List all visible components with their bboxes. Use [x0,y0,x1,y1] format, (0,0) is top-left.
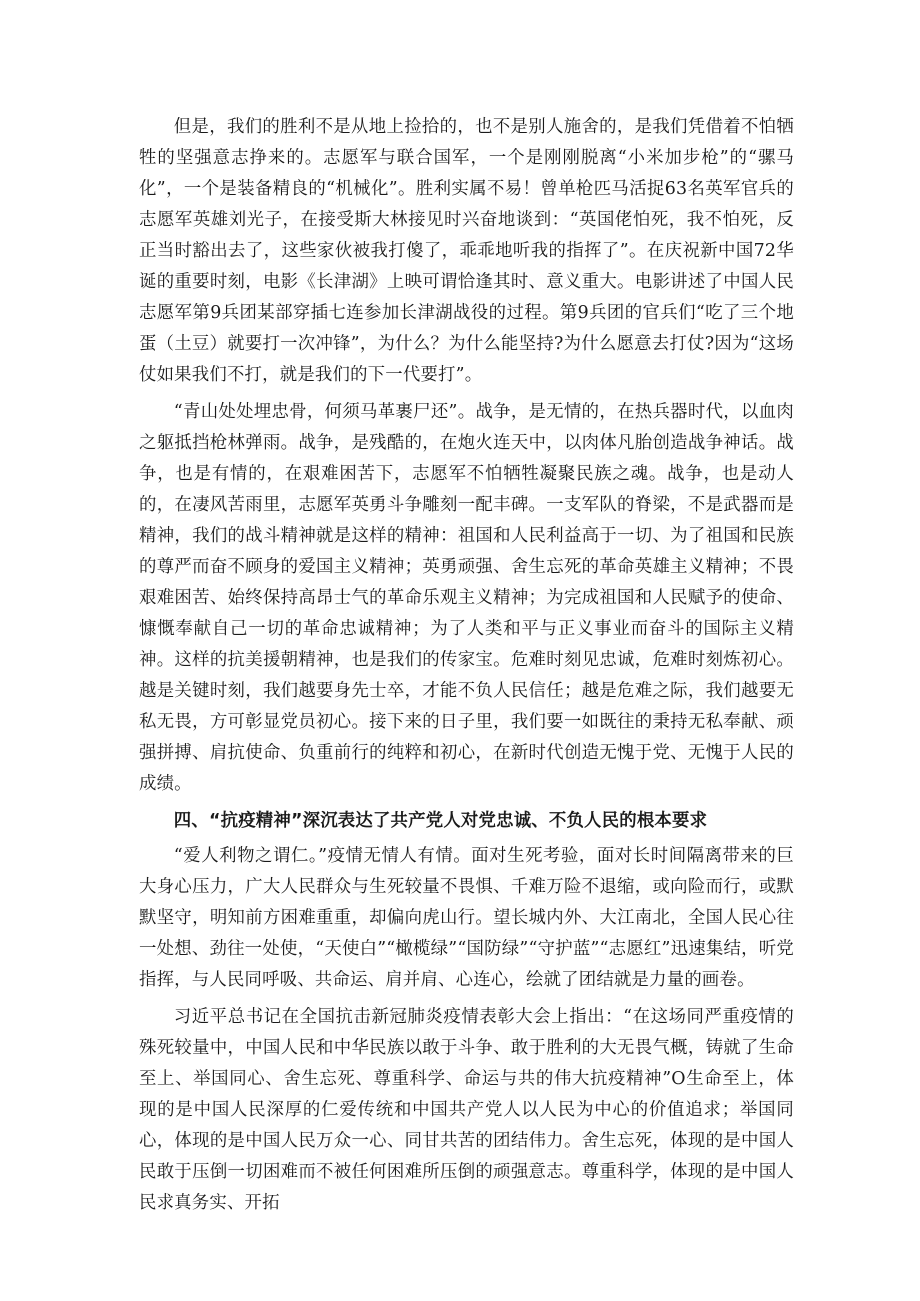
paragraph-victory: 但是，我们的胜利不是从地上捡拾的，也不是别人施舍的，是我们凭借着不怕牺牲的坚强意志挣来的。志愿军与联合国军，一个是刚刚脱离“小米加步枪”的“骡马化”，一个是装备精良的“机械化”。胜利实属不易！曾单枪匹马活捉63名英军官兵的志愿军英雄刘光子，在接受斯大林接见时兴奋地谈到：“英国佬怕死，我不怕死，反正当时豁出去了，这些家伙被我打傻了，乖乖地听我的指挥了”。在庆祝新中国72华诞的重要时刻，电影《长津湖》上映可谓恰逢其时、意义重大。电影讲述了中国人民志愿军第9兵团某部穿插七连参加长津湖战役的过程。第9兵团的官兵们“吃了三个地蛋（土豆）就要打一次冲锋”，为什么？为什么能坚持?为什么愿意去打仗?因为“这场仗如果我们不打，就是我们的下一代要打”。 [139,117,794,385]
paragraph-xi-speech: 习近平总书记在全国抗击新冠肺炎疫情表彰大会上指出：“在这场同严重疫情的殊死较量中，中国人民和中华民族以敢于斗争、敢于胜利的大无畏气概，铸就了生命至上、举国同心、舍生忘死、尊重科学、命运与共的伟大抗疫精神”O生命至上，体现的是中国人民深厚的仁爱传统和中国共产党人以人民为中心的价值追求；举国同心，体现的是中国人民万众一心、同甘共苦的团结伟力。舍生忘死，体现的是中国人民敢于压倒一切困难而不被任何困难所压倒的顽强意志。尊重科学，体现的是中国人民求真务实、开拓 [139,1007,794,1213]
paragraph-war-spirit: “青山处处埋忠骨，何须马革裹尸还”。战争，是无情的，在热兵器时代，以血肉之躯抵挡枪林弹雨。战争，是残酷的，在炮火连天中，以肉体凡胎创造战争神话。战争，也是有情的，在艰难困苦下，志愿军不怕牺牲凝聚民族之魂。战争，也是动人的，在凄风苦雨里，志愿军英勇斗争雕刻一配丰碑。一支军队的脊梁，不是武器而是精神，我们的战斗精神就是这样的精神：祖国和人民利益高于一切、为了祖国和民族的尊严而奋不顾身的爱国主义精神；英勇顽强、舍生忘死的革命英雄主义精神；不畏艰难困苦、始终保持高昂士气的革命乐观主义精神；为完成祖国和人民赋予的使命、慷慨奉献自己一切的革命忠诚精神；为了人类和平与正义事业而奋斗的国际主义精神。这样的抗美援朝精神，也是我们的传家宝。危难时刻见忠诚，危难时刻炼初心。越是关键时刻，我们越要身先士卒，才能不负人民信任；越是危难之际，我们越要无私无畏，方可彰显党员初心。接下来的日子里，我们要一如既往的秉持无私奉献、顽强拼搏、肩抗使命、负重前行的纯粹和初心，在新时代创造无愧于党、无愧于人民的成绩。 [139,402,794,794]
paragraph-epidemic: “爱人利物之谓仁。”疫情无情人有情。面对生死考验，面对长时间隔离带来的巨大身心压力，广大人民群众与生死较量不畏惧、千难万险不退缩，或向险而行，或默默坚守，明知前方困难重重，却偏向虎山行。望长城内外、大江南北，全国人民心往一处想、劲往一处使，“天使白”“橄榄绿”“国防绿”“守护蓝”“志愿红”迅速集结，听党指挥，与人民同呼吸、共命运、肩并肩、心连心，绘就了团结就是力量的画卷。 [139,846,794,990]
document-body [139,112,794,1225]
section-heading-4: 四、“抗疫精神”深沉表达了共产党人对党忠诚、不负人民的根本要求 [173,811,708,831]
